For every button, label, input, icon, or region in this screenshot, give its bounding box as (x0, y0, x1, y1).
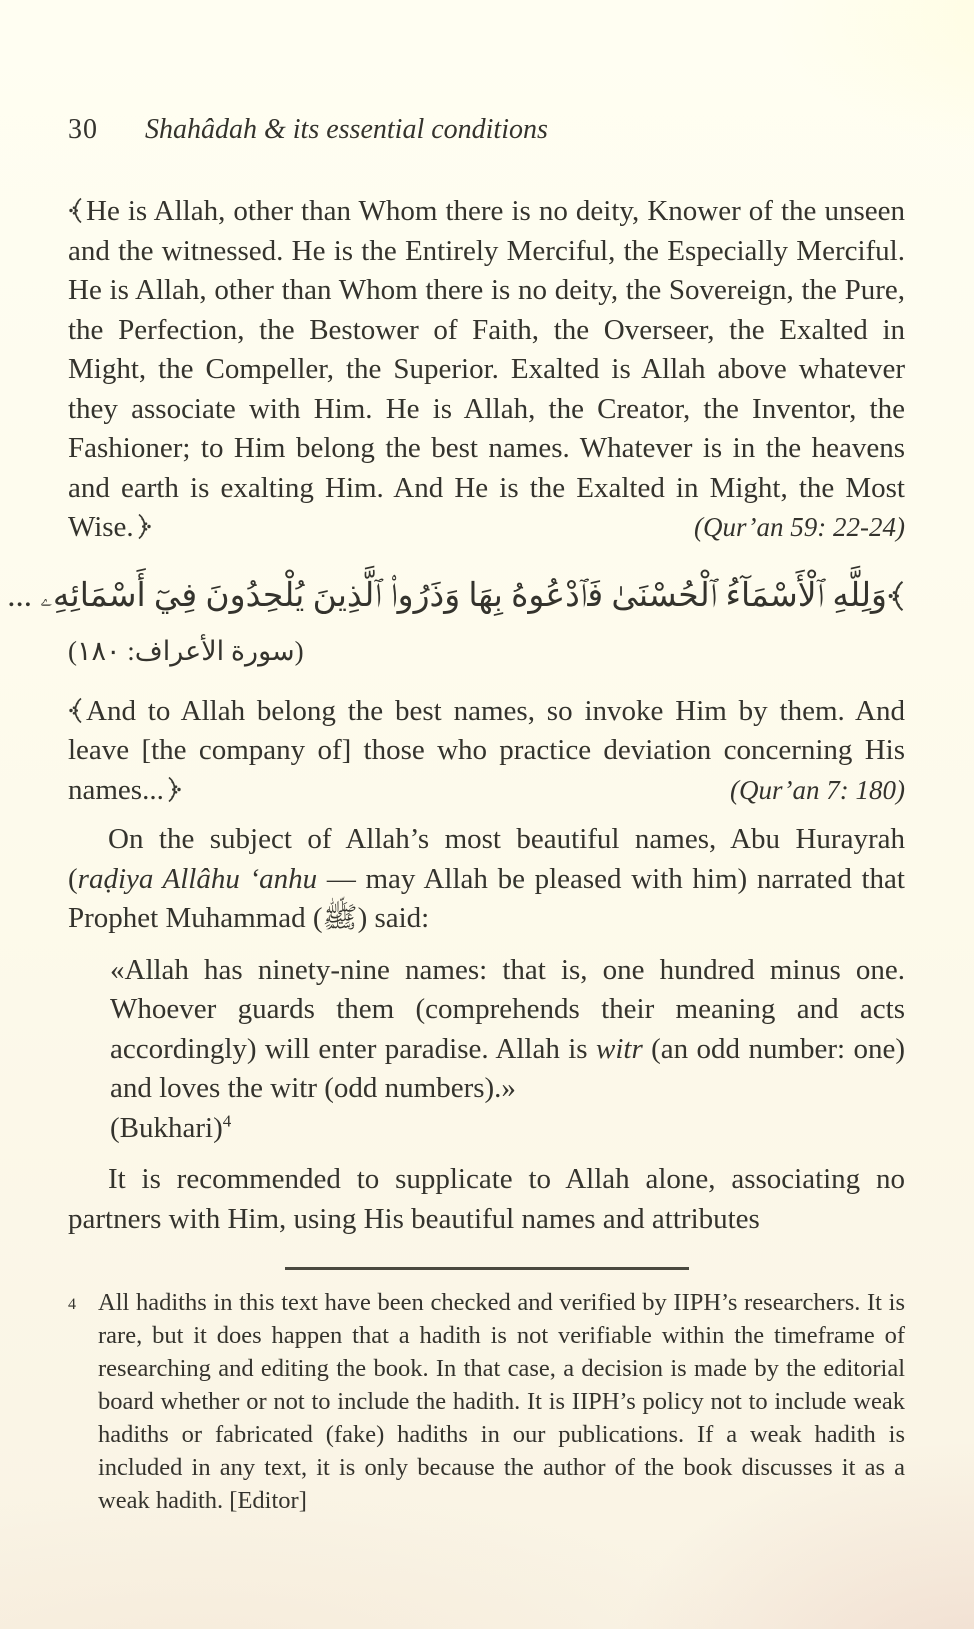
transliteration-text: raḍiya Allâhu ‘anhu (77, 862, 318, 895)
page-header (68, 112, 905, 148)
footnote-text: All hadiths in this text have been checked and verified by IIPH’s researchers. It is rare, but it does happen that a hadith is not verifiable within the timeframe of researching and editing the book. In that case, a decision is made by the editorial board whether or not to include the hadith. It is IIPH’s policy not to include weak hadiths or fabricated (fake) hadiths in our publications. If a weak hadith is included in any text, it is only because the author of the book discusses it as a weak hadith. [Editor] (98, 1289, 905, 1514)
quran-translation-59 (68, 192, 905, 548)
narration-intro-text: On the subject of Allah’s most beautiful names, Abu Hurayrah ( (68, 823, 905, 895)
narration-intro-text-3: ) said: (357, 902, 430, 934)
quran-reference-7: (Qur’an 7: 180) (730, 774, 905, 805)
arabic-verse-text: وَلِلَّهِ ٱلْأَسْمَآءُ ٱلْحُسْنَىٰ فَٱدْعُوهُ بِهَا وَذَرُوا۟ ٱلَّذِينَ يُلْحِدُونَ فِيٓ أَسْمَائِهِۦ ... (7, 577, 887, 614)
prophet-honorific-icon: ﷺ (322, 902, 358, 934)
quran-reference-59: (Qur’an 59: 22-24) (694, 512, 905, 542)
hadith-source: (Bukhari) (110, 1111, 223, 1144)
hadith-text: «Allah has ninety-nine names: that is, one hundred minus one. Whoever guards them (comprehends their meaning and acts accordingly) will enter paradise. Allah is (110, 953, 905, 1065)
narration-intro-text-2: — may Allah be pleased with him) narrated that Prophet Muhammad ( (68, 862, 905, 934)
quran-translation-59-text: He is Allah, other than Whom there is no deity, Knower of the unseen and the witnessed. He is the Entirely Merciful, the Especially Merciful. He is Allah, other than Whom there is no deity, the Sovereign, the Pure, the Perfection, the Bestower of Faith, the Overseer, the Exalted in Might, the Compeller, the Superior. Exalted is Allah above whatever they associate with Him. He is Allah, the Creator, the Inventor, the Fashioner; to Him belong the best names. Whatever is in the heavens and earth is exalting Him. And He is the Exalted in Might, the Most Wise. (68, 195, 905, 543)
footnote-marker: 4 (68, 1296, 76, 1313)
arabic-verse-line (7, 564, 905, 628)
ornate-open-quote-icon (887, 580, 905, 612)
hadith-text-2: (an odd number: one) and loves the witr (odd numbers).» (110, 1032, 906, 1104)
ornate-close-quote-icon (167, 776, 182, 803)
footnote-divider (285, 1267, 689, 1270)
quran-translation-7-text: And to Allah belong the best names, so invoke Him by them. And leave [the company of] those who practice deviation concerning His names... (68, 694, 905, 806)
quran-translation-7 (68, 692, 905, 811)
ornate-open-quote-icon (68, 197, 83, 224)
page-content (7, 0, 906, 1517)
ornate-close-quote-icon (137, 513, 152, 540)
hadith-text-paragraph (110, 951, 905, 1109)
hadith-attribution (110, 1109, 905, 1149)
footnote-reference-mark: 4 (222, 1110, 232, 1130)
running-title: Shahâdah & its essential conditions (145, 114, 548, 145)
hadith-blockquote (110, 951, 905, 1149)
hadith-italic-term: witr (596, 1032, 643, 1065)
page-number: 30 (68, 114, 98, 145)
surah-reference-arabic: (سورة الأعراف: ١٨٠) (68, 635, 304, 666)
narration-intro-paragraph (68, 820, 905, 939)
ornate-open-quote-icon (68, 697, 83, 724)
closing-paragraph: It is recommended to supplicate to Allah alone, associating no partners with Him, using His beautiful names and attributes (68, 1163, 905, 1235)
footnote (68, 1286, 905, 1517)
